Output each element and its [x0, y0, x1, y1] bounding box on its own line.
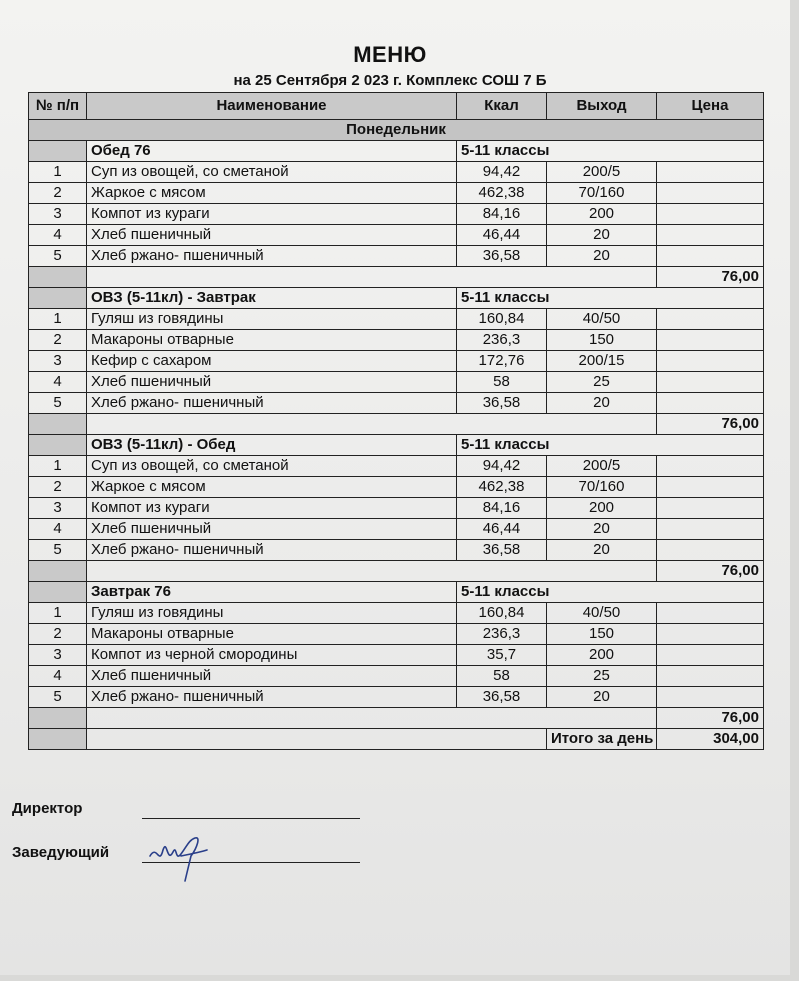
item-kcal: 236,3 [457, 624, 547, 645]
section-name: Завтрак 76 [87, 582, 457, 603]
table-row [29, 456, 764, 477]
table-body [29, 120, 764, 750]
table-row [29, 330, 764, 351]
section-total-row [29, 414, 764, 435]
item-kcal: 160,84 [457, 309, 547, 330]
item-kcal: 94,42 [457, 456, 547, 477]
item-price [657, 246, 764, 267]
item-number: 5 [29, 393, 87, 414]
item-price [657, 666, 764, 687]
item-name: Суп из овощей, со сметаной [87, 456, 457, 477]
item-number: 2 [29, 330, 87, 351]
item-name: Суп из овощей, со сметаной [87, 162, 457, 183]
item-name: Гуляш из говядины [87, 309, 457, 330]
item-output: 25 [547, 372, 657, 393]
item-name: Хлеб ржано- пшеничный [87, 540, 457, 561]
item-number: 1 [29, 162, 87, 183]
item-price [657, 477, 764, 498]
table-row [29, 498, 764, 519]
table-row [29, 603, 764, 624]
item-number: 4 [29, 519, 87, 540]
item-price [657, 456, 764, 477]
total-spacer [87, 267, 657, 288]
item-price [657, 351, 764, 372]
item-number: 3 [29, 498, 87, 519]
item-number: 3 [29, 645, 87, 666]
item-name: Макароны отварные [87, 330, 457, 351]
table-row [29, 477, 764, 498]
section-empty-cell [29, 582, 87, 603]
item-kcal: 58 [457, 372, 547, 393]
item-output: 20 [547, 540, 657, 561]
col-header-name: Наименование [87, 93, 457, 120]
total-spacer [87, 708, 657, 729]
item-kcal: 462,38 [457, 477, 547, 498]
item-output: 200/5 [547, 162, 657, 183]
item-output: 150 [547, 624, 657, 645]
col-header-kcal: Ккал [457, 93, 547, 120]
item-name: Компот из кураги [87, 498, 457, 519]
item-number: 5 [29, 540, 87, 561]
item-number: 4 [29, 372, 87, 393]
section-total: 76,00 [657, 267, 764, 288]
item-price [657, 225, 764, 246]
section-total-row [29, 267, 764, 288]
section-empty-cell [29, 141, 87, 162]
day-total-empty-cell [29, 729, 87, 750]
section-header-row [29, 435, 764, 456]
section-total-row [29, 708, 764, 729]
col-header-num: № п/п [29, 93, 87, 120]
section-total: 76,00 [657, 414, 764, 435]
handwritten-signature [145, 826, 215, 886]
table-row [29, 372, 764, 393]
item-number: 2 [29, 477, 87, 498]
item-output: 20 [547, 519, 657, 540]
table-row [29, 687, 764, 708]
item-number: 5 [29, 687, 87, 708]
section-empty-cell [29, 435, 87, 456]
item-price [657, 372, 764, 393]
item-number: 1 [29, 456, 87, 477]
col-header-output: Выход [547, 93, 657, 120]
item-name: Хлеб ржано- пшеничный [87, 246, 457, 267]
item-kcal: 36,58 [457, 393, 547, 414]
total-spacer [87, 561, 657, 582]
item-kcal: 46,44 [457, 225, 547, 246]
table-row [29, 666, 764, 687]
item-kcal: 236,3 [457, 330, 547, 351]
item-kcal: 462,38 [457, 183, 547, 204]
item-name: Хлеб пшеничный [87, 519, 457, 540]
item-kcal: 172,76 [457, 351, 547, 372]
table-row [29, 225, 764, 246]
total-empty-cell [29, 267, 87, 288]
section-name: ОВЗ (5-11кл) - Обед [87, 435, 457, 456]
item-name: Хлеб пшеничный [87, 225, 457, 246]
item-output: 70/160 [547, 477, 657, 498]
item-kcal: 84,16 [457, 498, 547, 519]
total-empty-cell [29, 561, 87, 582]
item-name: Хлеб ржано- пшеничный [87, 393, 457, 414]
item-output: 150 [547, 330, 657, 351]
section-name: Обед 76 [87, 141, 457, 162]
table-row [29, 624, 764, 645]
day-total-spacer [87, 729, 547, 750]
table-row [29, 519, 764, 540]
section-grade: 5-11 классы [457, 582, 764, 603]
item-output: 200/5 [547, 456, 657, 477]
item-name: Гуляш из говядины [87, 603, 457, 624]
item-name: Хлеб пшеничный [87, 666, 457, 687]
day-total-value: 304,00 [657, 729, 764, 750]
item-name: Макароны отварные [87, 624, 457, 645]
table-row [29, 309, 764, 330]
item-kcal: 36,58 [457, 540, 547, 561]
item-kcal: 160,84 [457, 603, 547, 624]
item-price [657, 687, 764, 708]
item-name: Хлеб пшеничный [87, 372, 457, 393]
item-number: 1 [29, 603, 87, 624]
page-subtitle: на 25 Сентября 2 023 г. Комплекс СОШ 7 Б [233, 72, 547, 89]
item-number: 3 [29, 351, 87, 372]
item-name: Кефир с сахаром [87, 351, 457, 372]
item-price [657, 330, 764, 351]
item-price [657, 519, 764, 540]
item-output: 20 [547, 393, 657, 414]
item-name: Жаркое с мясом [87, 183, 457, 204]
table-row [29, 540, 764, 561]
item-number: 2 [29, 183, 87, 204]
table-row [29, 393, 764, 414]
page-title: МЕНЮ [353, 42, 427, 67]
item-output: 40/50 [547, 309, 657, 330]
director-label: Директор [12, 800, 83, 817]
item-price [657, 624, 764, 645]
item-output: 70/160 [547, 183, 657, 204]
item-output: 40/50 [547, 603, 657, 624]
item-number: 5 [29, 246, 87, 267]
section-grade: 5-11 классы [457, 288, 764, 309]
item-price [657, 204, 764, 225]
day-total-row [29, 729, 764, 750]
table-row [29, 183, 764, 204]
total-empty-cell [29, 708, 87, 729]
section-total: 76,00 [657, 708, 764, 729]
item-number: 2 [29, 624, 87, 645]
day-total-label: Итого за день [547, 729, 657, 750]
table-row [29, 246, 764, 267]
item-price [657, 162, 764, 183]
item-kcal: 35,7 [457, 645, 547, 666]
item-kcal: 94,42 [457, 162, 547, 183]
item-number: 4 [29, 225, 87, 246]
day-row [29, 120, 764, 141]
item-name: Жаркое с мясом [87, 477, 457, 498]
item-output: 20 [547, 246, 657, 267]
table-header-row [29, 93, 764, 120]
item-kcal: 84,16 [457, 204, 547, 225]
table-row [29, 162, 764, 183]
director-signature-line [142, 818, 360, 819]
item-name: Компот из кураги [87, 204, 457, 225]
manager-label: Заведующий [12, 844, 110, 861]
item-number: 3 [29, 204, 87, 225]
item-output: 25 [547, 666, 657, 687]
item-price [657, 603, 764, 624]
item-output: 200/15 [547, 351, 657, 372]
col-header-price: Цена [657, 93, 764, 120]
item-output: 200 [547, 645, 657, 666]
item-output: 20 [547, 687, 657, 708]
item-kcal: 36,58 [457, 687, 547, 708]
item-kcal: 36,58 [457, 246, 547, 267]
item-output: 200 [547, 498, 657, 519]
item-kcal: 58 [457, 666, 547, 687]
section-header-row [29, 141, 764, 162]
total-empty-cell [29, 414, 87, 435]
item-output: 200 [547, 204, 657, 225]
item-price [657, 498, 764, 519]
item-price [657, 183, 764, 204]
item-price [657, 645, 764, 666]
section-total-row [29, 561, 764, 582]
section-header-row [29, 582, 764, 603]
item-price [657, 393, 764, 414]
item-price [657, 540, 764, 561]
item-output: 20 [547, 225, 657, 246]
item-name: Хлеб ржано- пшеничный [87, 687, 457, 708]
table-row [29, 645, 764, 666]
item-kcal: 46,44 [457, 519, 547, 540]
section-total: 76,00 [657, 561, 764, 582]
item-name: Компот из черной смородины [87, 645, 457, 666]
menu-table [28, 92, 764, 750]
total-spacer [87, 414, 657, 435]
section-name: ОВЗ (5-11кл) - Завтрак [87, 288, 457, 309]
section-empty-cell [29, 288, 87, 309]
section-header-row [29, 288, 764, 309]
section-grade: 5-11 классы [457, 435, 764, 456]
item-number: 4 [29, 666, 87, 687]
table-row [29, 351, 764, 372]
day-label: Понедельник [29, 120, 764, 141]
section-grade: 5-11 классы [457, 141, 764, 162]
item-number: 1 [29, 309, 87, 330]
item-price [657, 309, 764, 330]
table-row [29, 204, 764, 225]
